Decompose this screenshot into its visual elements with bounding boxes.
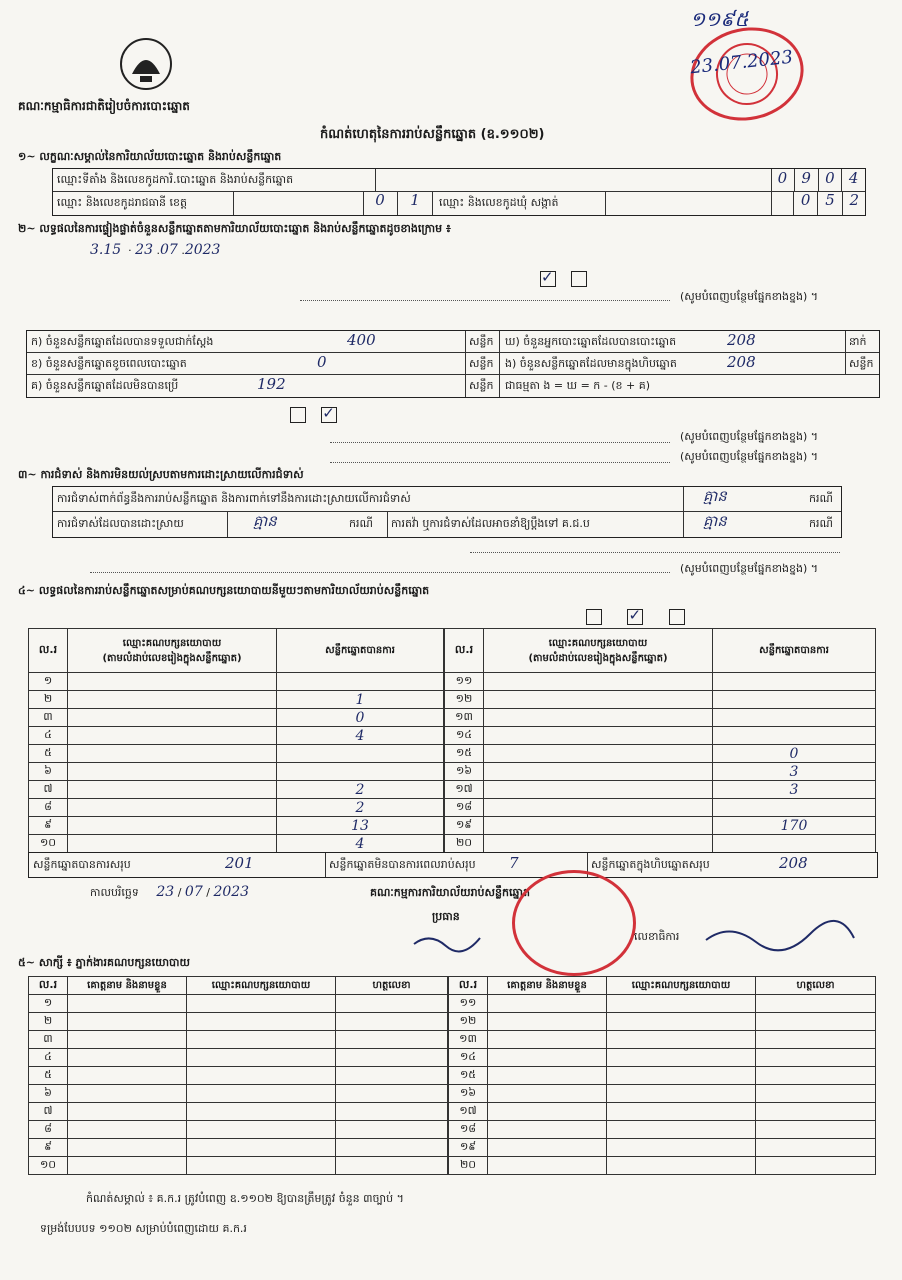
- row-no: ៦: [29, 763, 68, 781]
- emblem-logo: [118, 36, 174, 92]
- row-no: ៧: [29, 781, 68, 799]
- row-no: ២០: [449, 1157, 488, 1175]
- table-row: [29, 995, 448, 1013]
- party-name-handwritten: [484, 727, 713, 745]
- party-name-handwritten: [68, 799, 277, 817]
- location-code-digit: 9: [795, 169, 819, 191]
- section3-heading: ៣~ ការជំទាស់ និងការមិនយល់ស្របតាមការដោះស្រាយលើការជំទាស់: [18, 468, 304, 481]
- row-no: ២: [29, 691, 68, 709]
- row-no: ១២: [445, 691, 484, 709]
- row-no: ១១: [445, 673, 484, 691]
- table-row: [29, 691, 444, 709]
- row-no: ៩: [29, 1139, 68, 1157]
- objection-value: គ្មាន: [703, 487, 727, 505]
- witness-signature: [336, 995, 448, 1013]
- table-row: [445, 781, 876, 799]
- table-row: [29, 1121, 448, 1139]
- row-no: ១៤: [449, 1049, 488, 1067]
- table-row: [29, 745, 444, 763]
- table-row: [449, 1013, 876, 1031]
- party-name-handwritten: [484, 799, 713, 817]
- results-table-right: [444, 628, 876, 853]
- verification-time-line: 3.15 · 23 .07 .2023: [90, 242, 221, 258]
- row-no: ៨: [29, 1121, 68, 1139]
- date-label: កាលបរិច្ឆេទ: [90, 886, 139, 899]
- location-code-digit: 0: [819, 169, 843, 191]
- party-name-handwritten: [68, 709, 277, 727]
- table-row: [445, 799, 876, 817]
- date-year: 2023: [213, 884, 250, 900]
- total-box: 208: [779, 854, 808, 872]
- table-row: [449, 1085, 876, 1103]
- col-sign: ហត្ថលេខា: [336, 977, 448, 995]
- unused-value: 192: [257, 375, 286, 393]
- province-label: ឈ្មោះ និងលេខកូដរាជធានី ខេត្ត: [57, 196, 187, 209]
- spoiled-label: ខ) ចំនួនសន្លឹកឆ្នោតខូចពេលបោះឆ្នោត: [31, 357, 187, 370]
- verification-month: 07: [160, 242, 178, 258]
- table-row: [449, 1157, 876, 1175]
- vote-count: 4: [277, 835, 444, 853]
- table-row: [445, 727, 876, 745]
- commune-code-digit: 0: [794, 191, 818, 215]
- row-no: ១៦: [449, 1085, 488, 1103]
- footer-note: កំណត់សម្គាល់ ៖ គ.ក.រ ត្រូវបំពេញ ឧ.១១០២ ឱ្យបានត្រឹមត្រូវ ចំនួន ៣ច្បាប់ ។: [86, 1192, 404, 1205]
- secretary-signature: [700, 916, 860, 954]
- table-row: [29, 835, 444, 853]
- row-no: ១៦: [445, 763, 484, 781]
- vote-count: 4: [277, 727, 444, 745]
- table-row: [29, 1085, 448, 1103]
- party-name-handwritten: [68, 835, 277, 853]
- objection-label: ការជំទាស់ពាក់ព័ន្ធនឹងការរាប់សន្លឹកឆ្នោត និងការពាក់ទៅនឹងការដោះស្រាយលើការជំទាស់: [57, 492, 411, 505]
- received-value: 400: [347, 331, 376, 349]
- unit-person: នាក់: [849, 335, 867, 348]
- table-row: [29, 1157, 448, 1175]
- formula: ជាធម្មតា ង = ឃ = ក - (ខ + គ): [505, 379, 650, 392]
- row-no: ៨: [29, 799, 68, 817]
- unit-case: ករណី: [349, 517, 373, 530]
- sheet3-checkbox[interactable]: [669, 609, 685, 625]
- vote-count: 2: [277, 781, 444, 799]
- date-month: 07: [184, 884, 203, 900]
- section4-heading: ៤~ លទ្ធផលនៃការរាប់សន្លឹកឆ្នោតសម្រាប់គណបក្សនយោបាយនីមួយៗតាមការិយាល័យរាប់សន្លឹកឆ្នោត: [18, 584, 430, 597]
- party-name-handwritten: [68, 727, 277, 745]
- chair-signature: [410, 922, 490, 962]
- row-no: ១៤: [445, 727, 484, 745]
- fill-note: (សូមបំពេញបន្ថែមផ្នែកខាងខ្នង) ។: [680, 562, 819, 575]
- commune-code-digit: 5: [818, 191, 842, 215]
- total-box-label: សន្លឹកឆ្នោតក្នុងហិបឆ្នោតសរុប: [591, 858, 710, 871]
- table-row: [449, 1031, 876, 1049]
- vote-count: [713, 799, 876, 817]
- appeal-label: ការតវ៉ា ឬការជំទាស់ដែលអាចនាំឱ្យប្តឹងទៅ គ.ជ.ប: [391, 517, 590, 530]
- col-no: ល.រ: [29, 629, 68, 673]
- form-title: កំណត់ហេតុនៃការរាប់សន្លឹកឆ្នោត (ឧ.១១០២): [320, 127, 545, 142]
- province-code-digit: 0: [363, 191, 398, 215]
- date-day: 23: [156, 884, 175, 900]
- party-name-handwritten: [484, 781, 713, 799]
- row-no: ២០: [445, 835, 484, 853]
- row-no: ១៧: [445, 781, 484, 799]
- row-no: ១៣: [445, 709, 484, 727]
- vote-count: 13: [277, 817, 444, 835]
- row-no: ៥: [29, 745, 68, 763]
- unit-case: ករណី: [809, 492, 833, 505]
- table-row: [445, 763, 876, 781]
- row-no: ៩: [29, 817, 68, 835]
- vote-count: 3: [713, 763, 876, 781]
- party-name-handwritten: [484, 817, 713, 835]
- org-name: គណៈកម្មាធិការជាតិរៀបចំការបោះឆ្នោត: [18, 99, 190, 113]
- spoiled-value: 0: [317, 353, 327, 371]
- location-code-digit: 0: [771, 169, 795, 191]
- sheet1-checkbox[interactable]: [586, 609, 602, 625]
- seal-broken-checkbox[interactable]: [571, 271, 587, 287]
- table-row: [449, 1067, 876, 1085]
- mismatch-no-checkbox[interactable]: [290, 407, 306, 423]
- party-name-handwritten: [484, 691, 713, 709]
- appeal-value: គ្មាន: [703, 512, 727, 530]
- table-row: [29, 1103, 448, 1121]
- vote-count: [277, 763, 444, 781]
- table-row: [29, 817, 444, 835]
- voters-label: ឃ) ចំនួនអ្នកបោះឆ្នោតដែលបានបោះឆ្នោត: [505, 335, 677, 348]
- totals-row: [28, 852, 878, 878]
- vote-count: [277, 673, 444, 691]
- party-name-handwritten: [484, 673, 713, 691]
- col-party-sub: (តាមលំដាប់លេខរៀងក្នុងសន្លឹកឆ្នោត): [102, 652, 242, 664]
- vote-count: 0: [277, 709, 444, 727]
- table-row: [29, 1013, 448, 1031]
- total-invalid-label: សន្លឹកឆ្នោតមិនបានការពេលរាប់សរុប: [329, 858, 476, 871]
- row-no: ៣: [29, 709, 68, 727]
- unit-ballot: សន្លឹក: [469, 335, 494, 348]
- province-code-digit: 1: [398, 191, 433, 215]
- witness-name-handwritten: [68, 995, 187, 1013]
- witness-party-handwritten: [187, 995, 336, 1013]
- table-row: [29, 1067, 448, 1085]
- resolved-value: គ្មាន: [253, 512, 277, 530]
- vote-count: 3: [713, 781, 876, 799]
- party-name-handwritten: [484, 763, 713, 781]
- location-label: ឈ្មោះទីតាំង និងលេខកូដការិ.បោះឆ្នោត និងរាប់សន្លឹកឆ្នោត: [57, 173, 294, 186]
- table-row: [445, 835, 876, 853]
- row-no: ១: [29, 673, 68, 691]
- row-no: ១៥: [449, 1067, 488, 1085]
- vote-count: [713, 691, 876, 709]
- resolved-label: ការជំទាស់ដែលបានដោះស្រាយ: [57, 517, 184, 530]
- table-row: [445, 673, 876, 691]
- party-name-handwritten: [68, 763, 277, 781]
- party-name-handwritten: [68, 691, 277, 709]
- row-no: ១១: [449, 995, 488, 1013]
- committee-label: គណៈកម្មការការិយាល័យរាប់សន្លឹកឆ្នោត: [370, 886, 530, 899]
- form-reference: ទម្រង់បែបបទ ១១០២ សម្រាប់បំពេញដោយ គ.ក.រ: [40, 1222, 247, 1235]
- col-no: ល.រ: [449, 977, 488, 995]
- row-no: ២: [29, 1013, 68, 1031]
- table-row: [29, 1031, 448, 1049]
- party-name-handwritten: [68, 673, 277, 691]
- party-name-handwritten: [68, 745, 277, 763]
- vote-count: 1: [277, 691, 444, 709]
- vote-count: 170: [713, 817, 876, 835]
- sheet2-checkbox[interactable]: [627, 609, 643, 625]
- party-name-handwritten: [484, 709, 713, 727]
- col-no: ល.រ: [445, 629, 484, 673]
- col-party-title: ឈ្មោះគណបក្សនយោបាយ: [548, 637, 648, 649]
- corner-date: 23.07.2023: [689, 46, 794, 79]
- party-name-handwritten: [484, 745, 713, 763]
- table-row: [445, 817, 876, 835]
- section1-box: [52, 168, 866, 216]
- location-code-digit: 4: [848, 169, 859, 187]
- section2-heading: ២~ លទ្ធផលនៃការផ្ទៀងផ្ទាត់ចំនួនសន្លឹកឆ្នោតតាមការិយាល័យបោះឆ្នោត និងរាប់សន្លឹកឆ្នោតដូចខាងក្រោម ៖: [18, 222, 451, 235]
- commune-code-digit: 2: [849, 191, 860, 209]
- col-votes: សន្លឹកឆ្នោតបានការ: [713, 629, 876, 673]
- unit-case: ករណី: [809, 517, 833, 530]
- row-no: ៦: [29, 1085, 68, 1103]
- row-no: ៣: [29, 1031, 68, 1049]
- table-row: [29, 727, 444, 745]
- row-no: ១២: [449, 1013, 488, 1031]
- table-row: [445, 709, 876, 727]
- total-valid: 201: [225, 854, 254, 872]
- col-sign: ហត្ថលេខា: [756, 977, 876, 995]
- ballot-count-box: [26, 330, 880, 398]
- col-no: ល.រ: [29, 977, 68, 995]
- col-name: គោត្តនាម និងនាមខ្លួន: [488, 977, 607, 995]
- vote-count: [713, 835, 876, 853]
- in-box-label: ង) ចំនួនសន្លឹកឆ្នោតដែលមានក្នុងហិបឆ្នោត: [505, 357, 677, 370]
- table-row: [29, 781, 444, 799]
- verification-year: 2023: [184, 242, 221, 258]
- row-no: ១៧: [449, 1103, 488, 1121]
- col-party: [484, 629, 713, 673]
- table-row: [449, 1139, 876, 1157]
- party-name-handwritten: [484, 835, 713, 853]
- vote-count: [277, 745, 444, 763]
- table-row: [29, 1049, 448, 1067]
- total-invalid: 7: [509, 854, 519, 872]
- vote-count: 2: [277, 799, 444, 817]
- corner-number: ១១៩៥: [690, 7, 749, 31]
- col-party-sub: (តាមលំដាប់លេខរៀងក្នុងសន្លឹកឆ្នោត): [528, 652, 668, 664]
- table-row: [449, 1103, 876, 1121]
- row-no: ១០: [29, 835, 68, 853]
- table-row: [449, 1049, 876, 1067]
- table-row: [449, 1121, 876, 1139]
- section5-heading: ៥~ សាក្សី ៖ ភ្នាក់ងារគណបក្សនយោបាយ: [18, 956, 191, 969]
- unit-ballot: សន្លឹក: [469, 379, 494, 392]
- unused-label: គ) ចំនួនសន្លឹកឆ្នោតដែលមិនបានប្រើ: [31, 379, 179, 392]
- row-no: ៤: [29, 1049, 68, 1067]
- vote-count: [713, 727, 876, 745]
- unit-ballot: សន្លឹក: [849, 357, 874, 370]
- secretary-label: លេខាធិការ: [634, 930, 680, 943]
- party-name-handwritten: [68, 817, 277, 835]
- row-no: ១៨: [445, 799, 484, 817]
- party-name-handwritten: [68, 781, 277, 799]
- vote-count: 0: [713, 745, 876, 763]
- table-row: [445, 691, 876, 709]
- commune-label: ឈ្មោះ និងលេខកូដឃុំ សង្កាត់: [439, 196, 559, 209]
- witness-table-right: [448, 976, 876, 1175]
- col-party: ឈ្មោះគណបក្សនយោបាយ: [607, 977, 756, 995]
- row-no: ១៩: [445, 817, 484, 835]
- total-valid-label: សន្លឹកឆ្នោតបានការសរុប: [33, 858, 131, 871]
- seal-intact-checkbox[interactable]: [540, 271, 556, 287]
- row-no: ៥: [29, 1067, 68, 1085]
- vote-count: [713, 709, 876, 727]
- verification-day: 23: [135, 242, 153, 258]
- row-no: ១៨: [449, 1121, 488, 1139]
- date-line: កាលបរិច្ឆេទ 23 / 07 / 2023: [90, 884, 250, 900]
- table-row: [29, 763, 444, 781]
- voters-value: 208: [727, 331, 756, 349]
- fill-note: (សូមបំពេញបន្ថែមផ្នែកខាងខ្នង) ។: [680, 430, 819, 443]
- col-party: ឈ្មោះគណបក្សនយោបាយ: [187, 977, 336, 995]
- chair-label: ប្រធាន: [432, 910, 460, 923]
- row-no: ១០: [29, 1157, 68, 1175]
- row-no: ១៣: [449, 1031, 488, 1049]
- table-row: [29, 709, 444, 727]
- table-row: [445, 745, 876, 763]
- received-label: ក) ចំនួនសន្លឹកឆ្នោតដែលបានទទួលជាក់ស្តែង: [31, 335, 214, 348]
- row-no: ១៩: [449, 1139, 488, 1157]
- table-row: [449, 995, 876, 1013]
- col-party-title: ឈ្មោះគណបក្សនយោបាយ: [122, 637, 222, 649]
- row-no: ៧: [29, 1103, 68, 1121]
- row-no: ១៥: [445, 745, 484, 763]
- section1-heading: ១~ លក្ខណៈសម្គាល់នៃការិយាល័យបោះឆ្នោត និងរាប់សន្លឹកឆ្នោត: [18, 150, 282, 163]
- table-row: [29, 673, 444, 691]
- row-no: ៤: [29, 727, 68, 745]
- results-table-left: [28, 628, 444, 853]
- verification-time: 3.15: [90, 242, 122, 258]
- col-votes: សន្លឹកឆ្នោតបានការ: [277, 629, 444, 673]
- col-name: គោត្តនាម និងនាមខ្លួន: [68, 977, 187, 995]
- mismatch-yes-checkbox[interactable]: [321, 407, 337, 423]
- unit-ballot: សន្លឹក: [469, 357, 494, 370]
- witness-table-left: [28, 976, 448, 1175]
- vote-count: [713, 673, 876, 691]
- row-no: ១: [29, 995, 68, 1013]
- in-box-value: 208: [727, 353, 756, 371]
- fill-note: (សូមបំពេញបន្ថែមផ្នែកខាងខ្នង) ។: [680, 450, 819, 463]
- objection-box: [52, 486, 842, 538]
- col-party: [68, 629, 277, 673]
- table-row: [29, 799, 444, 817]
- table-row: [29, 1139, 448, 1157]
- official-stamp: [512, 870, 636, 976]
- fill-note: (សូមបំពេញបន្ថែមផ្នែកខាងខ្នង) ។: [680, 290, 819, 303]
